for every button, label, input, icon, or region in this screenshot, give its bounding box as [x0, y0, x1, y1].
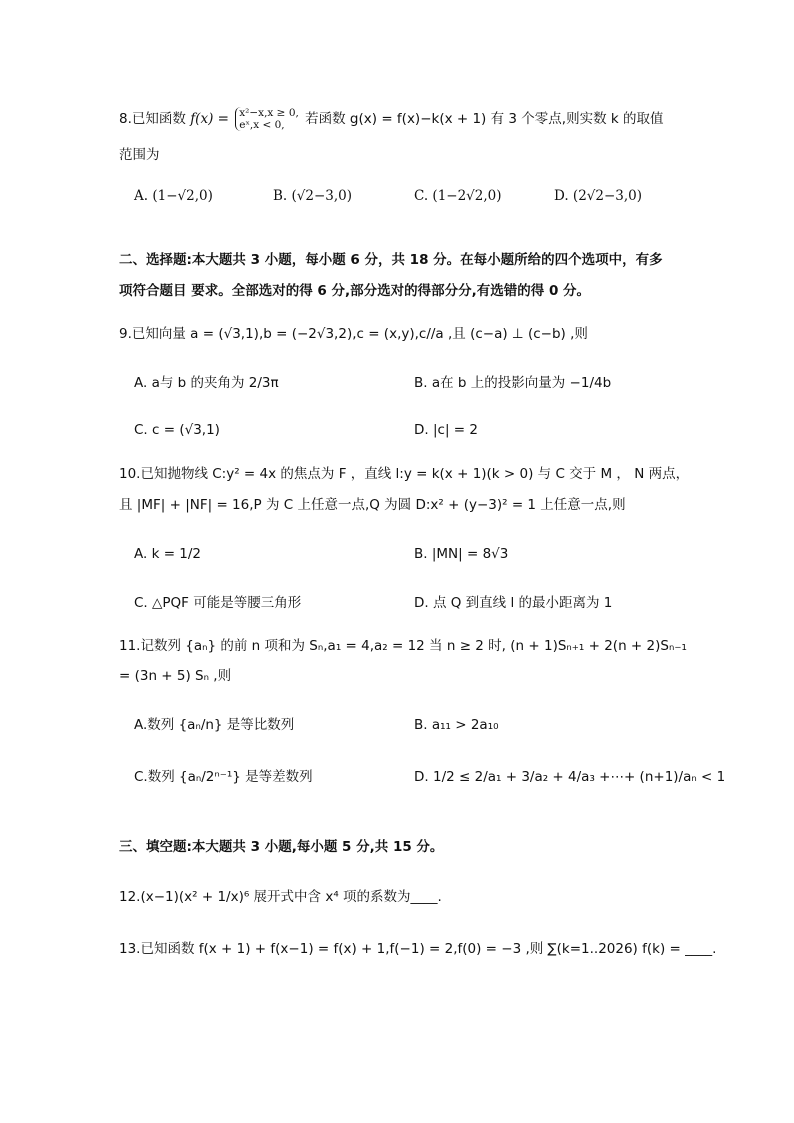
q10-option-b[interactable]: B. |MN| = 8√3: [414, 546, 509, 562]
q11-stem-line1: 11.记数列 {aₙ} 的前 n 项和为 Sₙ,a₁ = 4,a₂ = 12 当 n ≥ 2 时, (n + 1)Sₙ₊₁ + 2(n + 2)Sₙ₋₁: [119, 638, 687, 654]
q11-stem-line2: = (3n + 5) Sₙ ,则: [119, 668, 232, 684]
q8-stem-line2: 范围为: [119, 147, 160, 163]
q8-option-b[interactable]: B. (√2−3,0): [273, 188, 353, 204]
q8-stem-rest: 若函数 g(x) = f(x)−k(x + 1) 有 3 个零点,则实数 k 的取值: [305, 111, 664, 127]
section2-instructions: 项符合题目 要求。全部选对的得 6 分,部分选对的得部分分,有选错的得 0 分。: [119, 283, 591, 299]
q13-stem: 13.已知函数 f(x + 1) + f(x−1) = f(x) + 1,f(−1) = 2,f(0) = −3 ,则 ∑(k=1..2026) f(k) = ____.: [119, 941, 717, 957]
q8-option-a[interactable]: A. (1−√2,0): [134, 188, 213, 204]
q10-stem-line2: 且 |MF| + |NF| = 16,P 为 C 上任意一点,Q 为圆 D:x² + (y−3)² = 1 上任意一点,则: [119, 497, 626, 513]
q8-case2: eˣ,x < 0,: [239, 119, 285, 131]
section3-heading: 三、填空题:本大题共 3 小题,每小题 5 分,共 15 分。: [119, 839, 444, 855]
q9-option-a[interactable]: A. a与 b 的夹角为 2/3π: [134, 375, 279, 391]
section2-heading: 二、选择题:本大题共 3 小题，每小题 6 分，共 18 分。在每小题所给的四个选项中，有多: [119, 252, 663, 268]
q8-stem-line1: [119, 107, 663, 131]
q11-option-b[interactable]: B. a₁₁ > 2a₁₀: [414, 717, 499, 733]
q8-case1: x²−x,x ≥ 0,: [239, 107, 299, 119]
q9-option-c[interactable]: C. c = (√3,1): [134, 422, 220, 438]
q8-stem-text: 8.已知函数: [119, 111, 186, 127]
q11-option-a[interactable]: A.数列 {aₙ/n} 是等比数列: [134, 717, 295, 733]
q10-stem-line1: 10.已知抛物线 C:y² = 4x 的焦点为 F ，直线 l:y = k(x + 1)(k > 0) 与 C 交于 M ， N 两点，: [119, 466, 690, 482]
q9-option-b[interactable]: B. a在 b 上的投影向量为 −1/4b: [414, 375, 612, 391]
q8-option-c[interactable]: C. (1−2√2,0): [414, 188, 502, 204]
q8-piecewise: [235, 107, 299, 131]
q10-option-a[interactable]: A. k = 1/2: [134, 546, 202, 562]
q10-option-d[interactable]: D. 点 Q 到直线 l 的最小距离为 1: [414, 595, 613, 611]
q10-option-c[interactable]: C. △PQF 可能是等腰三角形: [134, 595, 302, 611]
q9-stem: 9.已知向量 a = (√3,1),b = (−2√3,2),c = (x,y),c//a ,且 (c−a) ⊥ (c−b) ,则: [119, 326, 588, 342]
q11-option-c[interactable]: C.数列 {aₙ/2ⁿ⁻¹} 是等差数列: [134, 769, 313, 785]
q11-option-d[interactable]: D. 1/2 ≤ 2/a₁ + 3/a₂ + 4/a₃ +⋯+ (n+1)/aₙ < 1: [414, 769, 726, 785]
q8-fx: f(x) =: [190, 111, 229, 127]
q12-stem: 12.(x−1)(x² + 1/x)⁶ 展开式中含 x⁴ 项的系数为____.: [119, 889, 442, 905]
q8-option-d[interactable]: D. (2√2−3,0): [554, 188, 643, 204]
q9-option-d[interactable]: D. |c| = 2: [414, 422, 478, 438]
